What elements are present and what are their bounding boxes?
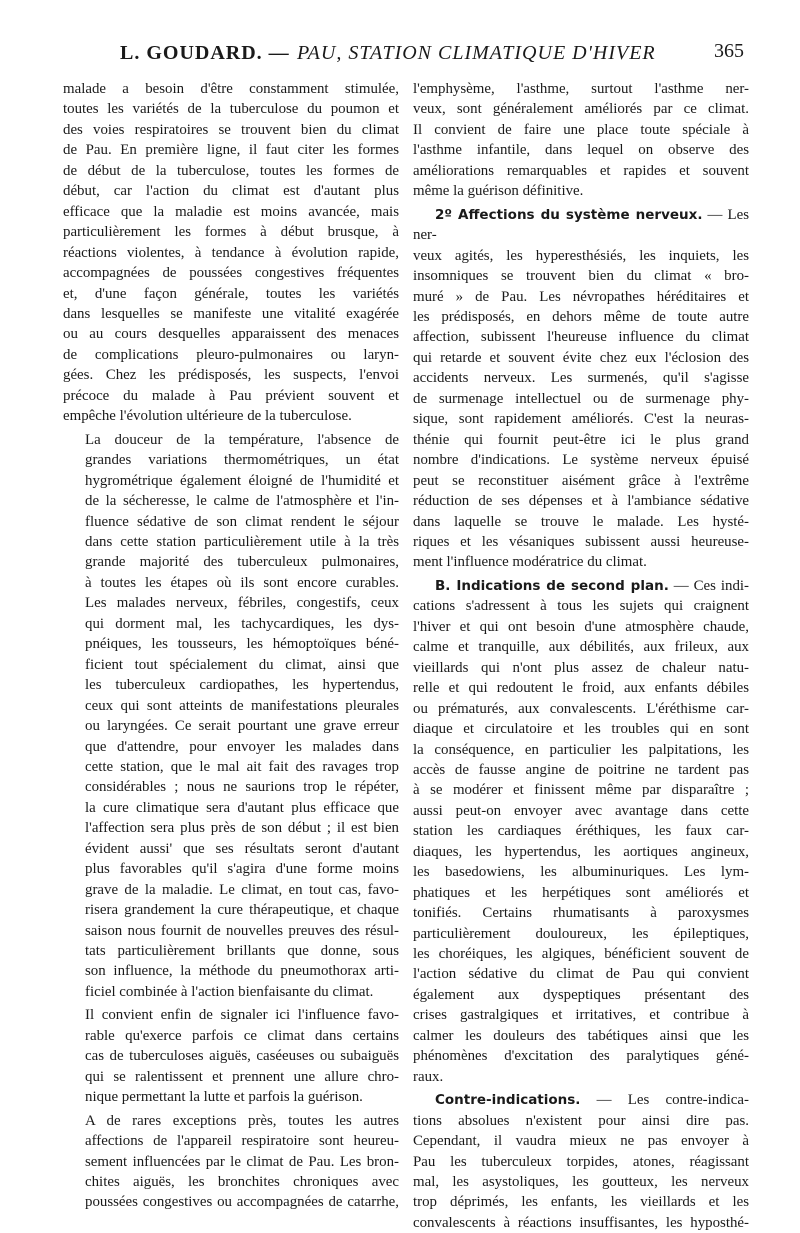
text-line: des voies respiratoires se trouvent bien du climat bbox=[63, 121, 399, 138]
text-line: même la guérison définitive. bbox=[413, 183, 584, 200]
text-line: ceux qui sont atteints de manifestations pleurales bbox=[85, 697, 399, 714]
text-line: Il convient enfin de signaler ici l'influence favo- bbox=[85, 1007, 399, 1024]
text-line: qui retarde et souvent évite chez eux l'éclosion des bbox=[413, 349, 749, 366]
paragraph-left-2 bbox=[63, 430, 399, 1003]
text-line: rable qu'exerce parfois ce climat dans certains bbox=[85, 1027, 399, 1044]
section-first-line-rest: — Les contre-indica- bbox=[580, 1092, 749, 1109]
text-line: grande majorité des tuberculeux pulmonaires, bbox=[85, 554, 399, 571]
text-line: crises gastralgiques et irritatives, et contribue à bbox=[413, 1007, 749, 1024]
text-line: particulièrement douloureux, les épileptiques, bbox=[413, 925, 749, 942]
section-first-line-rest: — Les ner- bbox=[413, 206, 750, 244]
text-line: Il convient de faire une place toute spéciale à bbox=[413, 121, 749, 138]
section-body bbox=[413, 1111, 749, 1233]
text-line: son influence, la méthode du pneumothorax arti- bbox=[85, 963, 399, 980]
text-line: début, car l'action du climat est d'autant plus bbox=[63, 183, 399, 200]
text-line: grave de la maladie. Le climat, en tout cas, favo- bbox=[85, 881, 399, 898]
text-line: et, d'une façon générale, toutes les variétés bbox=[63, 285, 399, 302]
text-line: grandes variations thermométriques, un état bbox=[85, 452, 399, 469]
section-heading: Contre-indications. bbox=[435, 1092, 581, 1109]
text-line: l'emphysème, l'asthme, surtout l'asthme ner- bbox=[413, 81, 749, 97]
text-line: dans laquelle se trouve le malade. Les hysté- bbox=[413, 513, 749, 530]
text-line: ment l'influence modératrice du climat. bbox=[413, 554, 647, 571]
section-first-line-rest: — Ces indi- bbox=[668, 577, 749, 594]
text-line: l'hiver et qui ont besoin d'une atmosphère chaude, bbox=[413, 618, 749, 635]
text-line: à toutes les étapes où ils sont encore curables. bbox=[85, 574, 399, 591]
text-line: l'action sédative du climat de Pau qui convient bbox=[413, 966, 749, 983]
text-line: malade a besoin d'être constamment stimulée, bbox=[63, 81, 399, 97]
text-line: poussées congestives ou accompagnées de catarrhe, bbox=[85, 1194, 399, 1211]
text-line: gées. Chez les prédisposés, les suspects, l'envoi bbox=[63, 367, 399, 384]
text-line: ou laryngées. Ce serait pourtant une grave erreur bbox=[85, 718, 399, 735]
text-line: cations s'adressent à tous les sujets qui craignent bbox=[413, 598, 749, 615]
text-line: de Pau. En première ligne, il faut citer les formes bbox=[63, 142, 399, 159]
text-line: A de rares exceptions près, toutes les autres bbox=[85, 1112, 399, 1129]
text-line: la conséquence, en particulier les palpitations, les bbox=[413, 741, 749, 758]
text-line: l'asthme infantile, dans lequel on observe des bbox=[413, 142, 749, 159]
text-line: tions absolues n'existent pour ainsi dire pas. bbox=[413, 1112, 749, 1129]
running-header bbox=[60, 40, 750, 68]
text-line: ficiel combinée à l'action bienfaisante du climat. bbox=[85, 983, 374, 1000]
text-line: calme et tranquille, aux débilités, aux frileux, aux bbox=[413, 639, 749, 656]
text-line: cas de tuberculoses aiguës, caséeuses ou subaiguës bbox=[85, 1048, 399, 1065]
text-line: sique, sont rapidement améliorés. C'est la neuras- bbox=[413, 411, 749, 428]
text-line: accidents nerveux. Les surmenés, qu'il s'agisse bbox=[413, 370, 749, 387]
text-line: muré » de Pau. Les névropathes héréditaires et bbox=[413, 288, 749, 305]
text-line: thénie qui fournit peut-être ici le plus grand bbox=[413, 431, 749, 448]
author-name: L. GOUDARD. — bbox=[120, 42, 290, 64]
text-line: de surmenage intellectuel ou de surmenage phy- bbox=[413, 390, 749, 407]
text-line: trop déprimés, les enfants, les vieillards et les bbox=[413, 1194, 749, 1211]
section-contra-indications bbox=[413, 1090, 749, 1233]
text-line: phatiques et les herpétiques sont améliorés et bbox=[413, 884, 749, 901]
text-line: précoce du malade à Pau prévient souvent et bbox=[63, 387, 399, 404]
text-line: chites aiguës, les bronchites chroniques avec bbox=[85, 1174, 399, 1191]
text-line: calmer les douleurs des tabétiques ainsi que les bbox=[413, 1027, 749, 1044]
text-line: que d'attendre, pour envoyer les malades dans bbox=[85, 738, 399, 755]
section-heading: B. Indications de second plan. bbox=[435, 577, 669, 594]
text-line: qui dorment mal, les tachycardiques, les dys- bbox=[85, 615, 399, 632]
section-body bbox=[413, 596, 749, 1087]
paragraph-left-3 bbox=[63, 1005, 399, 1107]
text-line: réactions violentes, à tendance à évolution rapide, bbox=[63, 244, 399, 261]
text-line: ou au cours desquelles apparaissent des menaces bbox=[63, 326, 399, 343]
right-column bbox=[413, 79, 749, 1233]
text-line: de la sécheresse, le calme de l'atmosphère et l'in- bbox=[85, 493, 399, 510]
text-line: phénomènes d'excitation des paralytiques géné- bbox=[413, 1048, 749, 1065]
text-line: hygrométrique également éloigné de l'humidité et bbox=[85, 472, 399, 489]
text-line: saison nous fournit de nouvelles preuves des résul- bbox=[85, 922, 399, 939]
text-line: dans lesquelles se manifeste une vitalité exagérée bbox=[63, 305, 399, 322]
text-line: réduction de ses dépenses et à l'ambiance sédative bbox=[413, 493, 749, 510]
text-line: veux agités, les hyperesthésiés, les inquiets, les bbox=[413, 247, 749, 264]
text-line: considérables ; nous ne saurions trop le répéter, bbox=[85, 779, 399, 796]
text-line: station les cardiaques éréthiques, les faux car- bbox=[413, 823, 749, 840]
text-line: risera grandement la cure thérapeutique, et chaque bbox=[85, 902, 399, 919]
text-line: particulièrement les formes à début brusque, à bbox=[63, 224, 399, 241]
text-line: dans cette station particulièrement utile à la très bbox=[85, 533, 399, 550]
text-line: également aux dyspeptiques présentant des bbox=[413, 986, 749, 1003]
text-line: à se modérer et finissent même par disparaître ; bbox=[413, 782, 749, 799]
text-line: nombre d'indications. Le système nerveux épuisé bbox=[413, 452, 749, 469]
text-line: riques et les vésaniques subissent aussi heureuse- bbox=[413, 533, 749, 550]
paragraph-right-1 bbox=[413, 79, 749, 202]
text-line: affections de l'appareil respiratoire sont heureu- bbox=[85, 1133, 399, 1150]
text-line: efficace que la maladie est moins avancée, mais bbox=[63, 203, 399, 220]
text-line: fluence sédative de son climat rendent le séjour bbox=[85, 513, 399, 530]
text-line: les tuberculeux cardiopathes, les hypertendus, bbox=[85, 677, 399, 694]
text-line: améliorations remarquables et rapides et souvent bbox=[413, 162, 749, 179]
text-line: insomniques se trouvent bien du climat « bro- bbox=[413, 268, 749, 285]
text-line: de complications pleuro-pulmonaires ou laryn- bbox=[63, 346, 399, 363]
text-line: diaque et circulatoire et les troubles qui en sont bbox=[413, 721, 749, 738]
text-line: La douceur de la température, l'absence de bbox=[85, 431, 399, 448]
text-line: diaques, les hypertendus, les aortiques angineux, bbox=[413, 843, 749, 860]
text-line: Cependant, il vaudra mieux ne pas envoyer à bbox=[413, 1133, 749, 1150]
text-line: les choréiques, les algiques, bénéficient souvent de bbox=[413, 946, 749, 963]
text-line: qui se ralentissent et prennent une allure chro- bbox=[85, 1068, 399, 1085]
section-nervous-system bbox=[413, 205, 749, 573]
section-second-plan bbox=[413, 576, 749, 1087]
text-line: Pau les tuberculeux torpides, atones, réagissant bbox=[413, 1153, 749, 1170]
text-line: affection, subissent l'heureuse influence du climat bbox=[413, 329, 749, 346]
text-line: convalescents à réactions insuffisantes, les hyposthé- bbox=[413, 1214, 749, 1231]
article-title: PAU, STATION CLIMATIQUE D'HIVER bbox=[297, 42, 656, 64]
section-first-line bbox=[413, 576, 749, 596]
text-line: ou prématurés, aux convalescents. L'éréthisme car- bbox=[413, 700, 749, 717]
text-line: vieillards qui n'ont plus assez de chaleur natu- bbox=[413, 659, 749, 676]
text-line: nique permettant la lutte et parfois la guérison. bbox=[85, 1089, 363, 1106]
text-line: la cure climatique sera d'autant plus efficace que bbox=[85, 799, 399, 816]
text-line: l'affection sera plus près de son début ; il est bien bbox=[85, 820, 399, 837]
left-column bbox=[63, 79, 399, 1213]
running-title bbox=[120, 40, 656, 65]
text-line: cette station, que le mal ait fait des ravages trop bbox=[85, 758, 399, 775]
text-line: veux, sont généralement améliorés par ce climat. bbox=[413, 101, 749, 118]
section-first-line bbox=[413, 205, 749, 246]
text-line: tonifiés. Certains rhumatisants à paroxysmes bbox=[413, 905, 749, 922]
section-body bbox=[413, 246, 749, 573]
text-line: Les malades nerveux, fébriles, congestifs, ceux bbox=[85, 595, 399, 612]
text-line: aussi peut-on envoyer avec avantage dans cette bbox=[413, 802, 749, 819]
text-line: évident aussi' que ses résultats seront d'autant bbox=[85, 840, 399, 857]
section-heading: 2º Affections du système nerveux. bbox=[435, 206, 703, 223]
page-number: 365 bbox=[714, 40, 744, 62]
text-line: plus favorables qu'il s'agira d'une forme moins bbox=[85, 861, 399, 878]
text-line: les basedowiens, les albuminuriques. Les lym- bbox=[413, 864, 749, 881]
text-line: sement influencées par le climat de Pau. Les bron- bbox=[85, 1153, 399, 1170]
section-first-line bbox=[413, 1090, 749, 1110]
text-line: relle et qui redoutent le froid, aux enfants débiles bbox=[413, 680, 749, 697]
paragraph-left-4 bbox=[63, 1111, 399, 1213]
text-line: accompagnées de poussées congestives fréquentes bbox=[63, 265, 399, 282]
text-line: raux. bbox=[413, 1068, 444, 1085]
paragraph-left-1 bbox=[63, 79, 399, 427]
text-line: pnéiques, les tousseurs, les hémoptoïques béné- bbox=[85, 636, 399, 653]
text-line: mal, les asystoliques, les goutteux, les nerveux bbox=[413, 1174, 749, 1191]
text-line: accès de fausse angine de poitrine ne tardent pas bbox=[413, 761, 749, 778]
text-line: empêche l'évolution ultérieure de la tuberculose. bbox=[63, 408, 352, 425]
text-line: peut se reconstituer aisément grâce à l'extrême bbox=[413, 472, 749, 489]
text-line: les prédisposés, en dehors même de toute autre bbox=[413, 308, 749, 325]
text-line: tats particulièrement brillants que donne, sous bbox=[85, 943, 399, 960]
text-line: toutes les variétés de la tuberculose du poumon et bbox=[63, 101, 399, 118]
text-line: ficient tout spécialement du climat, ainsi que bbox=[85, 656, 399, 673]
text-line: de début de la tuberculose, toutes les formes de bbox=[63, 162, 399, 179]
